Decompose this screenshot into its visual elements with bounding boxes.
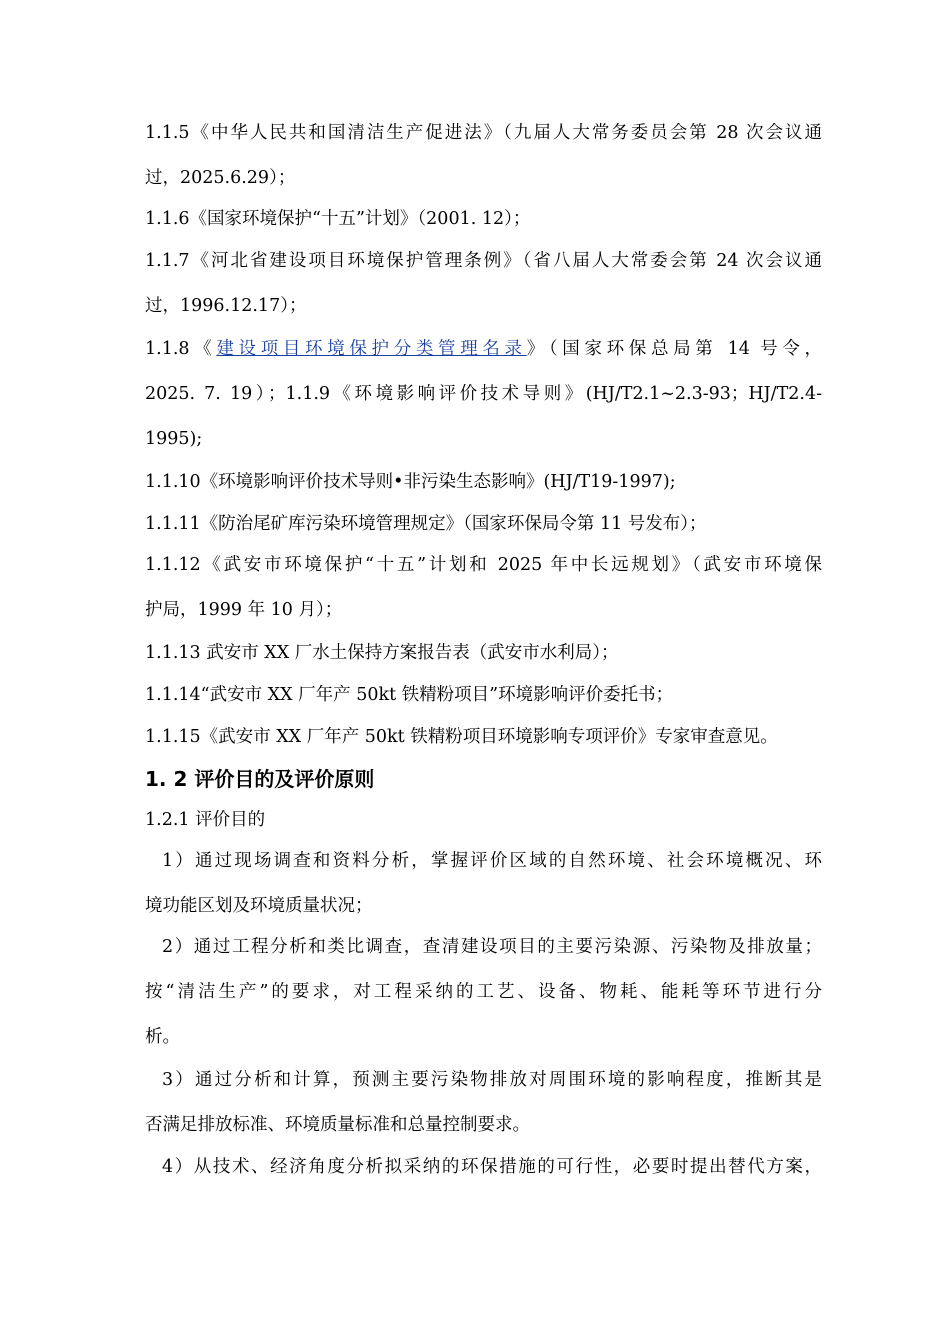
ref-1-1-6: 1.1.6《国家环境保护“十五”计划》（2001. 12）； xyxy=(145,209,531,229)
ref-1-1-10: 1.1.10《环境影响评价技术导则•非污染生态影响》(HJ/T19-1997); xyxy=(145,472,676,492)
ref-1-1-15: 1.1.15《武安市 XX 厂年产 50kt 铁精粉项目环境影响专项评价》专家审查意见。 xyxy=(145,727,778,747)
purpose-2-line-3: 析。 xyxy=(145,1027,180,1047)
purpose-3-line-1: 3）通过分析和计算，预测主要污染物排放对周围环境的影响程度，推断其是 xyxy=(162,1070,822,1090)
section-heading: 1. 2 评价目的及评价原则 xyxy=(145,767,375,791)
purpose-2-line-2: 按“清洁生产”的要求，对工程采纳的工艺、设备、物耗、能耗等环节进行分 xyxy=(145,982,822,1002)
purpose-2-line-1: 2）通过工程分析和类比调查，查清建设项目的主要污染源、污染物及排放量； xyxy=(162,937,822,957)
ref-1-1-7-line-1: 1.1.7《河北省建设项目环境保护管理条例》（省八届人大常委会第 24 次会议通 xyxy=(145,251,822,271)
purpose-3-line-2: 否满足排放标准、环境质量标准和总量控制要求。 xyxy=(145,1115,530,1135)
ref-1-1-5-line-1: 1.1.5《中华人民共和国清洁生产促进法》（九届人大常务委员会第 28 次会议通 xyxy=(145,123,822,143)
ref-1-1-14: 1.1.14“武安市 XX 厂年产 50kt 铁精粉项目”环境影响评价委托书； xyxy=(145,685,674,705)
sub-heading: 1.2.1 评价目的 xyxy=(145,810,266,830)
ref-1-1-8-line-2: 2025. 7. 19）；1.1.9《环境影响评价技术导则》(HJ/T2.1~2.3-93；HJ/T2.4- xyxy=(145,384,822,404)
ref-1-1-8-suffix: 》（国家环保总局第 14 号令， xyxy=(526,339,822,359)
ref-1-1-8-line-1 xyxy=(145,337,822,361)
purpose-1-line-2: 境功能区划及环境质量状况； xyxy=(145,896,373,916)
ref-1-1-8-prefix: 1.1.8《 xyxy=(145,339,217,359)
purpose-4-line-1: 4）从技术、经济角度分析拟采纳的环保措施的可行性，必要时提出替代方案， xyxy=(162,1157,822,1177)
ref-1-1-12-line-1: 1.1.12《武安市环境保护“十五”计划和 2025 年中长远规划》（武安市环境保 xyxy=(145,555,822,575)
purpose-1-line-1: 1）通过现场调查和资料分析，掌握评价区域的自然环境、社会环境概况、环 xyxy=(162,851,822,871)
ref-1-1-13: 1.1.13 武安市 XX 厂水土保持方案报告表（武安市水利局）； xyxy=(145,643,619,663)
catalog-link[interactable]: 建设项目环境保护分类管理名录 xyxy=(216,339,527,359)
ref-1-1-5-line-2: 过，2025.6.29）； xyxy=(145,168,296,188)
ref-1-1-11: 1.1.11《防治尾矿库污染环境管理规定》（国家环保局令第 11 号发布）； xyxy=(145,514,707,534)
ref-1-1-7-line-2: 过，1996.12.17）； xyxy=(145,296,307,316)
ref-1-1-9-line-3: 1995); xyxy=(145,429,203,449)
ref-1-1-12-line-2: 护局，1999 年 10 月）； xyxy=(145,600,343,620)
